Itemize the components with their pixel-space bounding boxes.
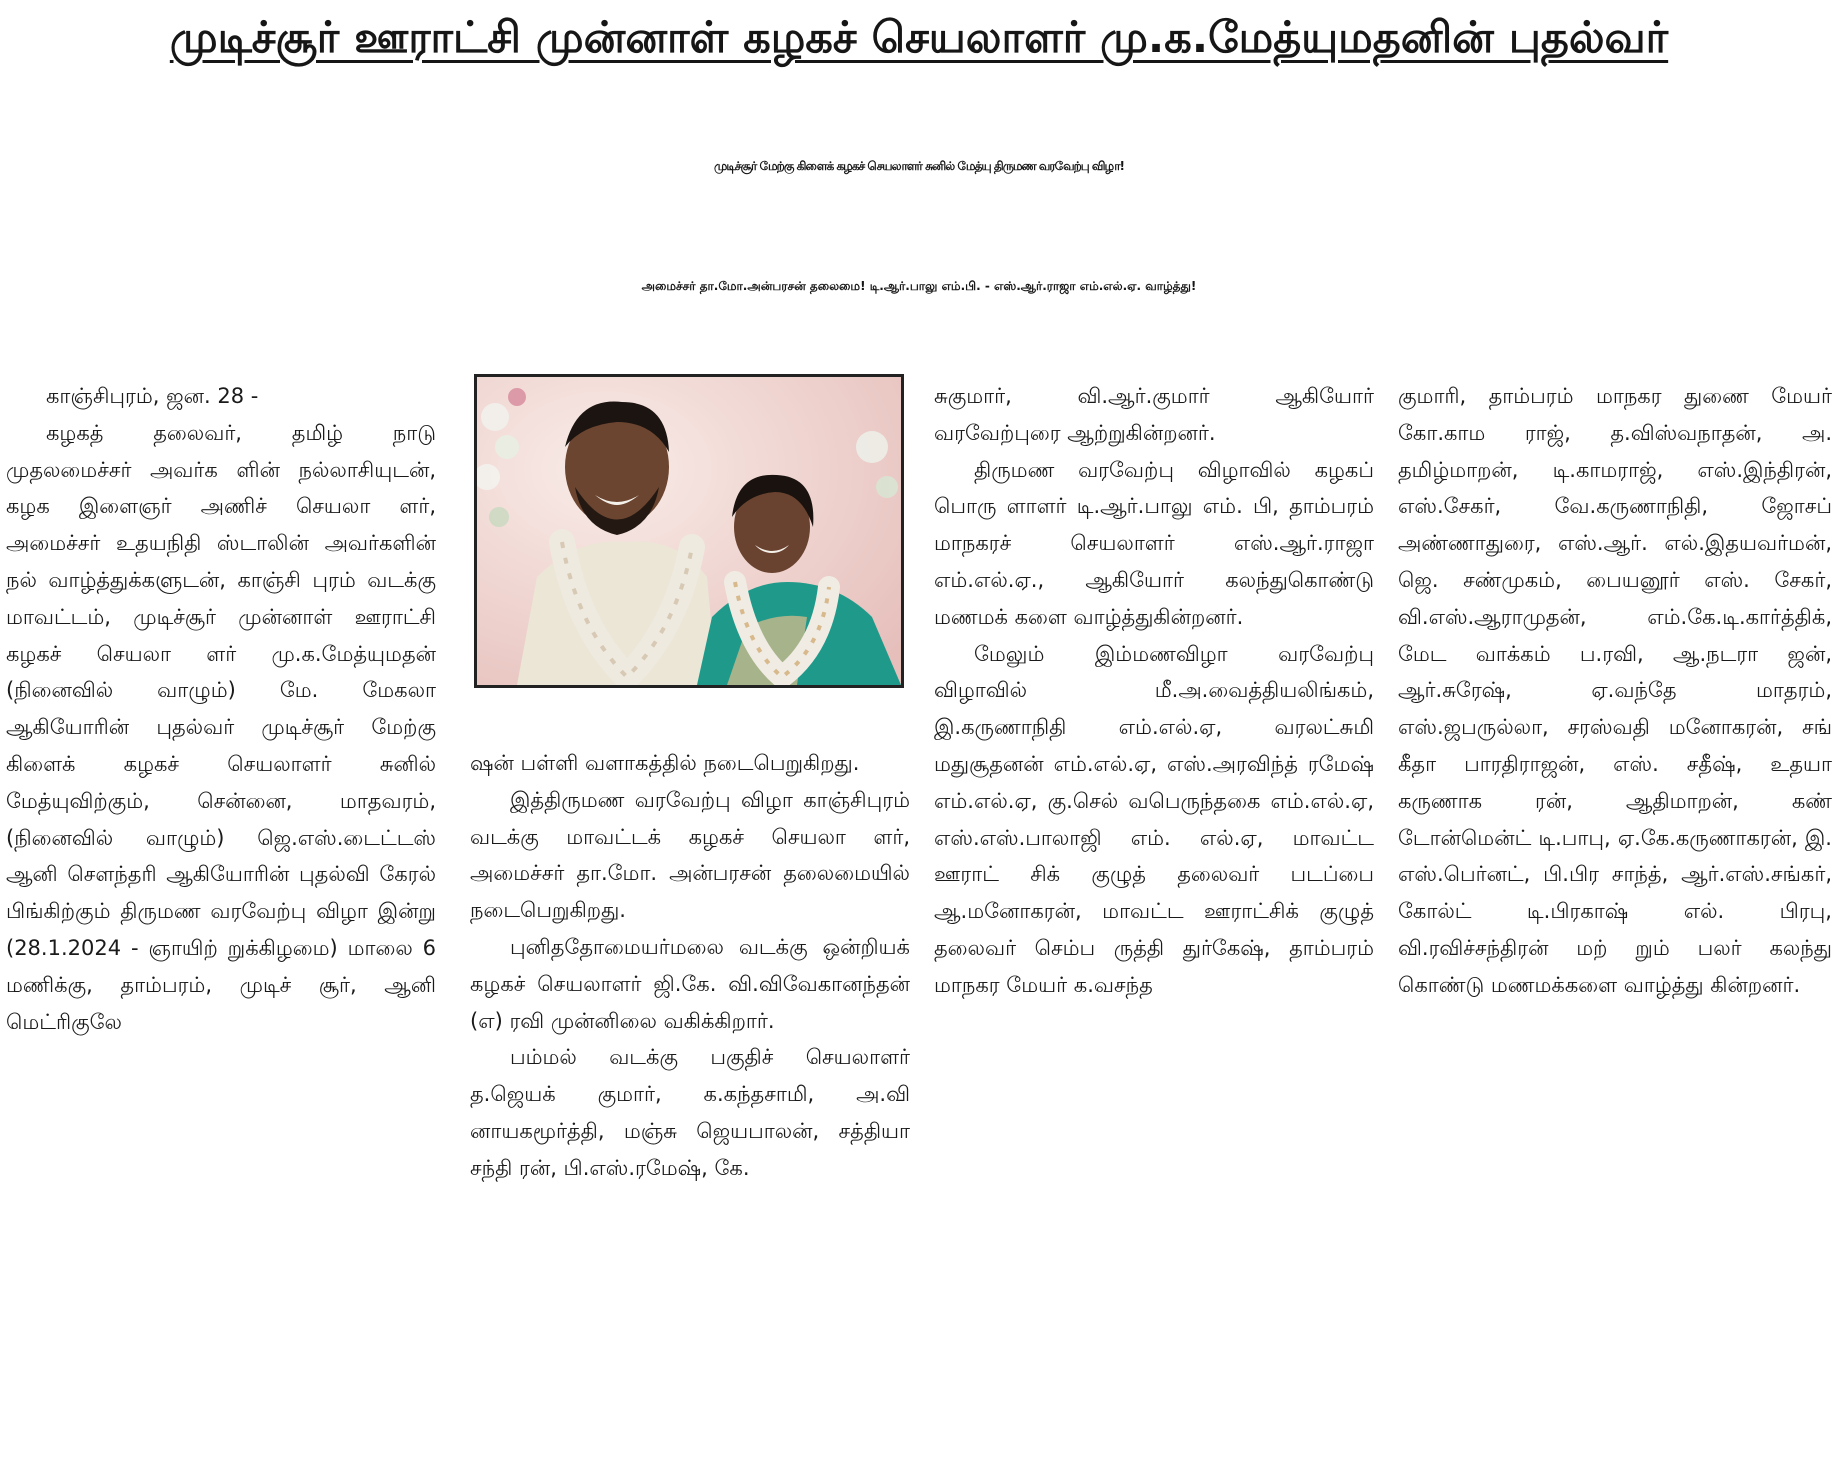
sub-headline: அமைச்சர் தா.மோ.அன்பரசன் தலைமை! டி.ஆர்.பாலு எம்.பி. - எஸ்.ஆர்.ராஜா எம்.எல்.ஏ. வாழ்த்து! bbox=[641, 279, 1197, 293]
article-paragraph: இத்திருமண வரவேற்பு விழா காஞ்சிபுரம் வடக்கு மாவட்டக் கழகச் செயலா ளர், அமைச்சர் தா.மோ. அன்பரசன் தலைமையில் நடைபெறுகிறது. bbox=[470, 787, 910, 923]
wedding-couple-photo bbox=[474, 374, 904, 688]
article-paragraph: புனிததோமையர்மலை வடக்கு ஒன்றியக் கழகச் செயலாளர் ஜி.கே. வி.விவேகானந்தன் (எ) ரவி முன்னிலை வகிக்கிறார். bbox=[470, 934, 910, 1033]
article-column-2 bbox=[470, 745, 910, 1187]
article-column-3 bbox=[934, 378, 1374, 1004]
kicker-text: முடிச்சூர் ஊராட்சி முன்னாள் கழகச் செயலாளர் மு.க.மேத்யுமதனின் புதல்வர் bbox=[169, 13, 1669, 63]
article-paragraph: ஷன் பள்ளி வளாகத்தில் நடைபெறுகிறது. bbox=[470, 751, 860, 775]
article-column-4 bbox=[1398, 378, 1832, 1004]
kicker-headline bbox=[0, 10, 1838, 66]
article-column-1 bbox=[6, 378, 436, 1040]
article-paragraph: மேலும் இம்மணவிழா வரவேற்பு விழாவில் மீ.அ.வைத்தியலிங்கம், இ.கருணாநிதி எம்.எல்.ஏ, வரலட்சுமி மதுசூதனன் எம்.எல்.ஏ, எஸ்.அரவிந்த் ரமேஷ் எம்.எல்.ஏ, கு.செல் வபெருந்தகை எம்.எல்.ஏ, எஸ்.எஸ்.பாலாஜி எம். எல்.ஏ, மாவட்ட ஊராட் சிக் குழுத் தலைவர் படப்பை ஆ.மனோகரன், மாவட்ட ஊராட்சிக் குழுத் தலைவர் செம்ப ருத்தி துர்கேஷ், தாம்பரம் மாநகர மேயர் க.வசந்த bbox=[934, 641, 1374, 997]
article-paragraph: சுகுமார், வி.ஆர்.குமார் ஆகியோர் வரவேற்புரை ஆற்றுகின்றனர். bbox=[934, 384, 1374, 445]
dateline: காஞ்சிபுரம், ஜன. 28 - bbox=[46, 384, 259, 408]
article-paragraph: திருமண வரவேற்பு விழாவில் கழகப் பொரு ளாளர் டி.ஆர்.பாலு எம். பி, தாம்பரம் மாநகரச் செயலாளர் எஸ்.ஆர்.ராஜா எம்.எல்.ஏ., ஆகியோர் கலந்துகொண்டு மணமக் களை வாழ்த்துகின்றனர். bbox=[934, 457, 1374, 629]
article-paragraph: கழகத் தலைவர், தமிழ் நாடு முதலமைச்சர் அவர்க ளின் நல்லாசியுடன், கழக இளைஞர் அணிச் செயலா ளர், அமைச்சர் உதயநிதி ஸ்டாலின் அவர்களின் நல் வாழ்த்துக்களுடன், காஞ்சி புரம் வடக்கு மாவட்டம், முடிச்சூர் முன்னாள் ஊராட்சி கழகச் செயலா ளர் மு.க.மேத்யுமதன் (நினைவில் வாழும்) மே. மேகலா ஆகியோரின் புதல்வர் முடிச்சூர் மேற்கு கிளைக் கழகச் செயலாளர் சுனில் மேத்யுவிற்கும், சென்னை, மாதவரம், (நினைவில் வாழும்) ஜெ.எஸ்.டைட்டஸ் ஆனி சௌந்தரி ஆகியோரின் புதல்வி கேரல் பிங்கிற்கும் திருமண வரவேற்பு விழா இன்று (28.1.2024 - ஞாயிற் றுக்கிழமை) மாலை 6 மணிக்கு, தாம்பரம், முடிச் சூர், ஆனி மெட்ரிகுலே bbox=[6, 420, 436, 1034]
article-paragraph: குமாரி, தாம்பரம் மாநகர துணை மேயர் கோ.காம ராஜ், த.விஸ்வநாதன், அ. தமிழ்மாறன், டி.காமராஜ், எஸ்.இந்திரன், எஸ்.சேகர், வே.கருணாநிதி, ஜோசப் அண்ணாதுரை, எஸ்.ஆர். எல்.இதயவர்மன், ஜெ. சண்முகம், பையனூர் எஸ். சேகர், வி.எஸ்.ஆராமுதன், எம்.கே.டி.கார்த்திக், மேட வாக்கம் ப.ரவி, ஆ.நடரா ஜன், ஆர்.சுரேஷ், ஏ.வந்தே மாதரம், எஸ்.ஜபருல்லா, சரஸ்வதி மனோகரன், சங் கீதா பாரதிராஜன், எஸ். சதீஷ், உதயா கருணாக ரன், ஆதிமாறன், கண் டோன்மென்ட் டி.பாபு, ஏ.கே.கருணாகரன், இ. எஸ்.பெர்னட், பி.பிர சாந்த், ஆர்.எஸ்.சங்கர், கோல்ட் டி.பிரகாஷ் எல். பிரபு, வி.ரவிச்சந்திரன் மற் றும் பலர் கலந்து கொண்டு மணமக்களை வாழ்த்து கின்றனர். bbox=[1398, 384, 1832, 997]
main-headline: முடிச்சூர் மேற்கு கிளைக் கழகச் செயலாளர் சுனில் மேத்யு திருமண வரவேற்பு விழா! bbox=[714, 159, 1124, 173]
article-paragraph: பம்மல் வடக்கு பகுதிச் செயலாளர் த.ஜெயக் குமார், க.கந்தசாமி, அ.வி னாயகமூர்த்தி, மஞ்சு ஜெயபாலன், சத்தியா சந்தி ரன், பி.எஸ்.ரமேஷ், கே. bbox=[470, 1045, 910, 1180]
